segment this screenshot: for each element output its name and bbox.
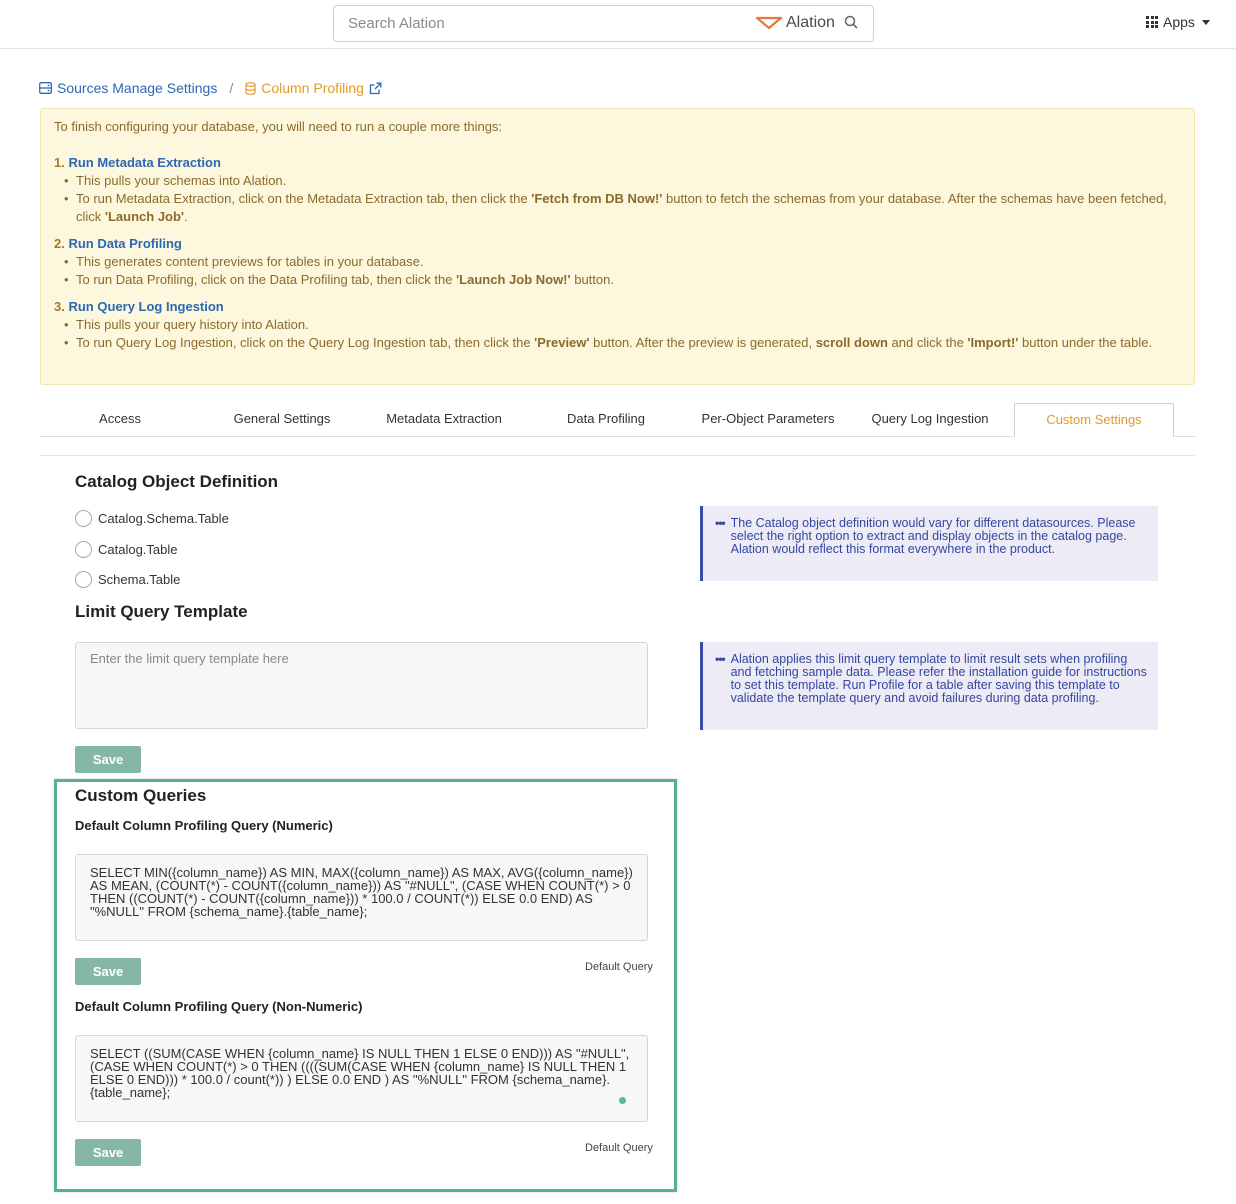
list-item: • This pulls your schemas into Alation.: [64, 172, 1181, 190]
breadcrumb: [39, 80, 382, 96]
brand-name: Alation: [786, 14, 835, 31]
limit-query-placeholder: Enter the limit query template here: [90, 651, 289, 666]
setup-notice: [40, 108, 1195, 385]
limit-query-textarea[interactable]: [75, 642, 648, 729]
list-item: • This pulls your query history into Alation.: [64, 316, 1181, 334]
non-numeric-default-query-tag: Default Query: [585, 1142, 653, 1154]
notice-intro: To finish configuring your database, you will need to run a couple more things:: [54, 119, 503, 134]
apps-label: Apps: [1163, 14, 1195, 30]
radio-label: Catalog.Schema.Table: [98, 511, 229, 526]
breadcrumb-current-label: Column Profiling: [261, 80, 364, 96]
radio-button[interactable]: [75, 541, 92, 558]
info-dots-icon: •••: [715, 516, 725, 530]
step-number: 2.: [54, 236, 65, 251]
tab-metadata-extraction[interactable]: Metadata Extraction: [386, 411, 502, 426]
database-icon: [245, 82, 256, 95]
breadcrumb-separator: /: [229, 80, 234, 96]
alation-logo: [755, 14, 835, 32]
radio-label: Schema.Table: [98, 572, 181, 587]
status-dot: [619, 1097, 626, 1104]
search-icon[interactable]: [844, 15, 859, 30]
step-title-query-log-ingestion[interactable]: Run Query Log Ingestion: [68, 299, 224, 314]
radio-catalog-schema-table[interactable]: [75, 510, 229, 527]
non-numeric-query-textarea[interactable]: [75, 1035, 648, 1122]
non-numeric-query-label: Default Column Profiling Query (Non-Numeric): [75, 999, 363, 1014]
numeric-query-label: Default Column Profiling Query (Numeric): [75, 818, 333, 833]
tab-data-profiling[interactable]: Data Profiling: [566, 411, 646, 426]
limit-query-info-text: Alation applies this limit query template to limit result sets when profiling and fetching sample data. Please refer the installation guide for instructions to set this template. Run Profile for a table after saving this template to validate the template query and avoid failures during data profiling.: [730, 652, 1147, 705]
step-title-metadata-extraction[interactable]: Run Metadata Extraction: [68, 155, 221, 170]
numeric-query-textarea[interactable]: [75, 854, 648, 941]
info-dots-icon: •••: [715, 652, 725, 666]
tab-access[interactable]: Access: [99, 411, 141, 426]
radio-button[interactable]: [75, 571, 92, 588]
apps-menu[interactable]: [1146, 14, 1210, 30]
search-box[interactable]: [333, 5, 874, 42]
radio-label: Catalog.Table: [98, 542, 178, 557]
alation-logo-icon: [755, 15, 783, 31]
notice-step-2: [54, 235, 1181, 289]
catalog-info-box: [700, 506, 1158, 581]
step-title-data-profiling[interactable]: Run Data Profiling: [68, 236, 182, 251]
custom-queries-title: Custom Queries: [75, 786, 207, 805]
catalog-definition-title: Catalog Object Definition: [75, 472, 279, 491]
search-input[interactable]: Search Alation: [348, 15, 445, 32]
limit-query-save-button[interactable]: Save: [75, 746, 141, 773]
non-numeric-query-text: SELECT ((SUM(CASE WHEN {column_name} IS NULL THEN 1 ELSE 0 END))) AS "#NULL", (CASE WHEN COUNT(*) > 0 THEN ((((SUM(CASE WHEN {column_name} IS NULL THEN 1 ELSE 0 END))) * 100.0 / count(*)) ) ELSE 0.0 END ) AS "%NULL" FROM {schema_name}.{table_name};: [90, 1046, 630, 1100]
radio-button[interactable]: [75, 510, 92, 527]
external-link-icon[interactable]: [369, 82, 382, 95]
custom-queries-highlight: [54, 779, 677, 1192]
list-item: • To run Metadata Extraction, click on the Metadata Extraction tab, then click the 'Fetch from DB Now!' button to fetch the schemas from your database. After the schemas have been fetched, click 'Launch Job'.: [64, 190, 1181, 226]
limit-query-info-box: [700, 642, 1158, 730]
numeric-query-save-button[interactable]: Save: [75, 958, 141, 985]
top-bar: [0, 0, 1236, 49]
divider: [40, 455, 1195, 456]
settings-tabs: [40, 403, 1195, 437]
breadcrumb-sources-label: Sources Manage Settings: [57, 80, 218, 96]
notice-step-3: [54, 298, 1181, 352]
list-item: • This generates content previews for tables in your database.: [64, 253, 1181, 271]
list-item: • To run Data Profiling, click on the Data Profiling tab, then click the 'Launch Job Now!' button.: [64, 271, 1181, 289]
breadcrumb-sources-link[interactable]: [39, 80, 217, 96]
server-icon: [39, 82, 52, 94]
step-number: 3.: [54, 299, 65, 314]
radio-catalog-table[interactable]: [75, 541, 178, 558]
numeric-default-query-tag: Default Query: [585, 961, 653, 973]
caret-down-icon: [1202, 20, 1210, 25]
tab-query-log-ingestion[interactable]: Query Log Ingestion: [871, 411, 989, 426]
catalog-info-text: The Catalog object definition would vary for different datasources. Please select the right option to extract and display objects in the catalog page. Alation would reflect this format everywhere in the product.: [730, 516, 1136, 556]
numeric-query-text: SELECT MIN({column_name}) AS MIN, MAX({column_name}) AS MAX, AVG({column_name}) AS MEAN, (COUNT(*) - COUNT({column_name})) AS "#NULL", (CASE WHEN COUNT(*) > 0 THEN ((COUNT(*) - COUNT({column_name})) * 100.0 / COUNT(*)) ELSE 0.0 END) AS "%NULL" FROM {schema_name}.{table_name};: [90, 865, 633, 919]
limit-query-title: Limit Query Template: [75, 602, 248, 621]
apps-grid-icon: [1146, 16, 1158, 28]
tab-general-settings[interactable]: General Settings: [233, 411, 331, 426]
notice-step-1: [54, 154, 1181, 226]
breadcrumb-current[interactable]: [245, 80, 382, 96]
step-number: 1.: [54, 155, 65, 170]
list-item: • To run Query Log Ingestion, click on the Query Log Ingestion tab, then click the 'Preview' button. After the preview is generated, scroll down and click the 'Import!' button under the table.: [64, 334, 1181, 352]
tab-custom-settings[interactable]: Custom Settings: [1014, 403, 1174, 437]
radio-schema-table[interactable]: [75, 571, 180, 588]
tab-per-object-parameters[interactable]: Per-Object Parameters: [701, 411, 835, 426]
non-numeric-query-save-button[interactable]: Save: [75, 1139, 141, 1166]
